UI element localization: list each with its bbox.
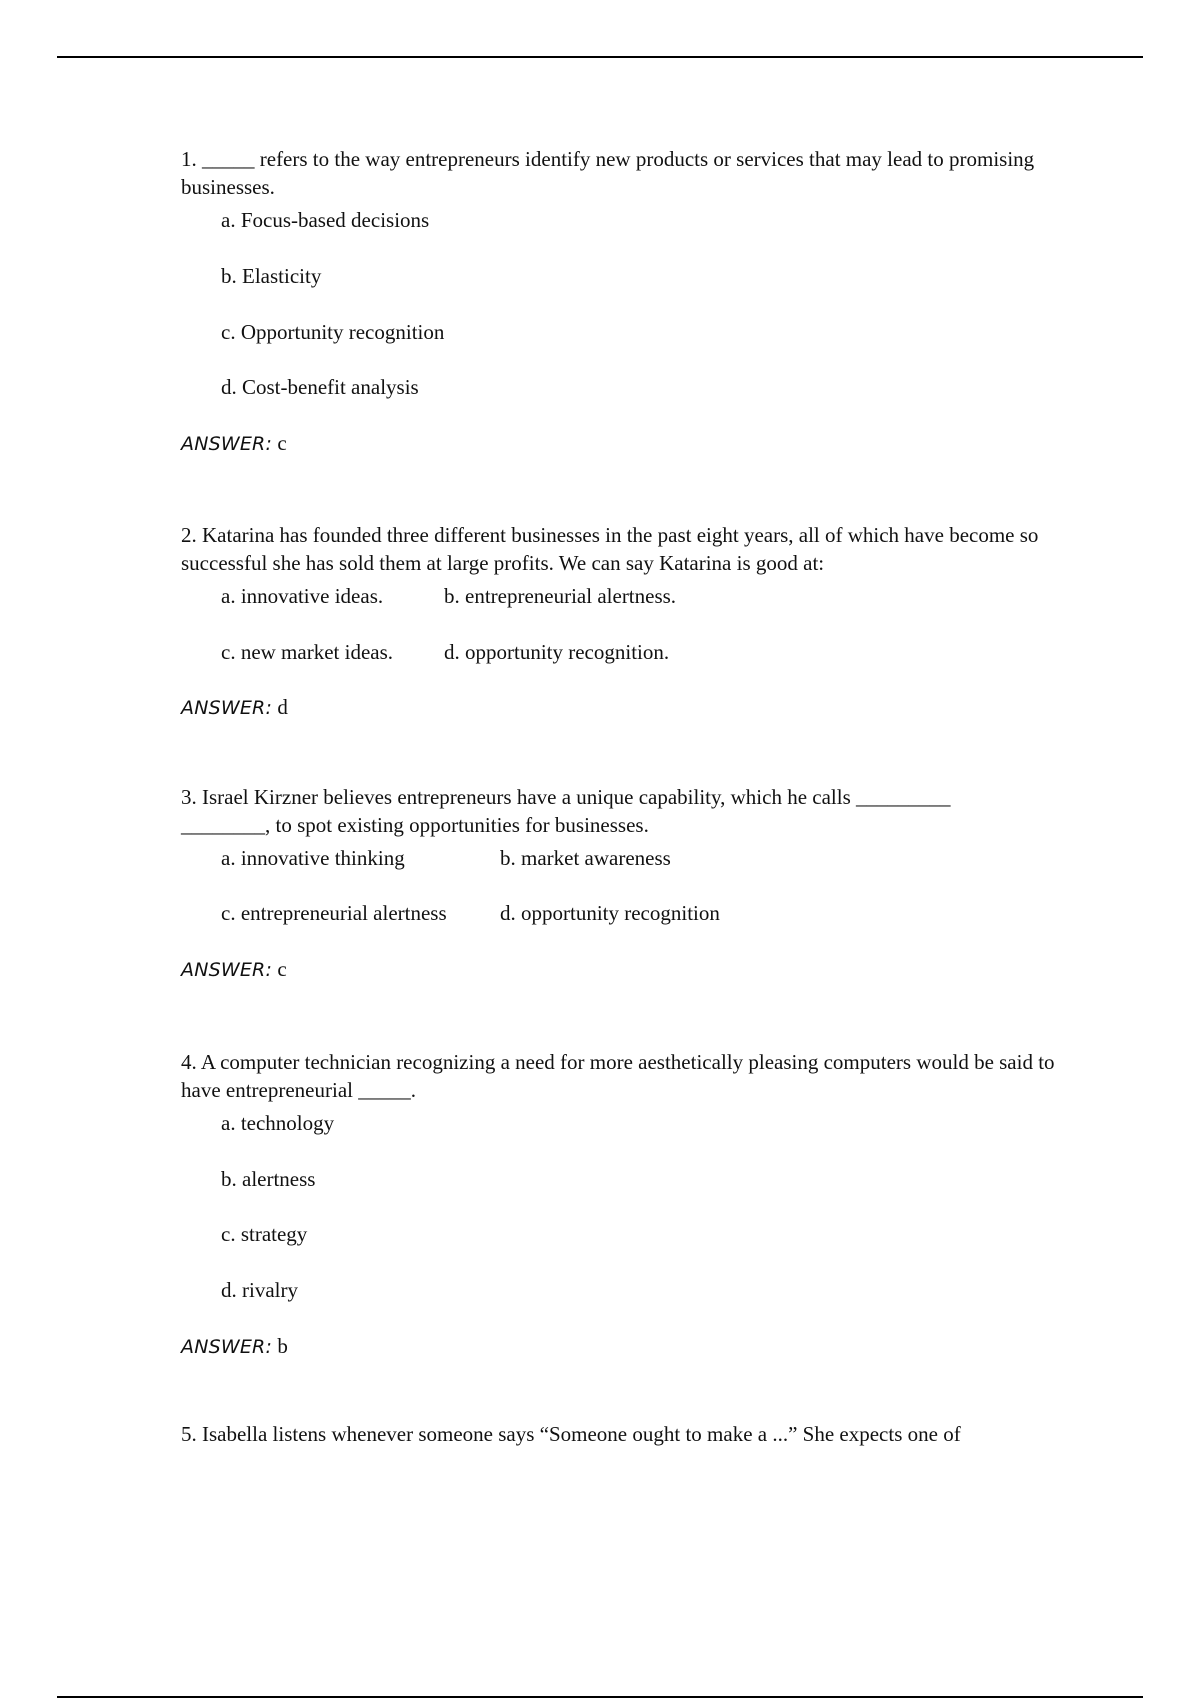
question-3 <box>181 783 1061 981</box>
question-4 <box>181 1048 1071 1358</box>
question-1-option-a: a. Focus-based decisions <box>221 208 430 232</box>
question-5 <box>181 1420 1061 1448</box>
question-1-answer <box>181 429 287 458</box>
question-2 <box>181 521 1061 719</box>
question-3-answer <box>181 955 287 984</box>
question-1 <box>181 145 1061 455</box>
question-2-option-a: a. innovative ideas. <box>221 584 384 608</box>
question-1-option-b: b. Elasticity <box>221 264 322 288</box>
question-3-option-a: a. innovative thinking <box>221 846 405 870</box>
answer-value: c <box>277 957 287 981</box>
question-2-stem: 2. Katarina has founded three different businesses in the past eight years, all of which have become so successful she has sold them at large profits. We can say Katarina is good at: <box>181 523 1039 575</box>
question-5-stem: 5. Isabella listens whenever someone says “Someone ought to make a ...” She expects one of <box>181 1422 961 1446</box>
question-2-option-b: b. entrepreneurial alertness. <box>444 584 677 608</box>
footer-rule <box>57 1696 1143 1698</box>
question-3-option-d: d. opportunity recognition <box>500 901 720 925</box>
question-1-option-d: d. Cost-benefit analysis <box>221 375 419 399</box>
question-4-option-d: d. rivalry <box>221 1278 298 1302</box>
question-4-option-c: c. strategy <box>221 1222 308 1246</box>
question-4-option-b: b. alertness <box>221 1167 316 1191</box>
answer-value: b <box>277 1334 288 1358</box>
answer-value: d <box>277 695 288 719</box>
answer-label: ANSWER: <box>181 1336 273 1358</box>
question-1-option-c: c. Opportunity recognition <box>221 320 445 344</box>
answer-label: ANSWER: <box>181 959 273 981</box>
question-3-option-b: b. market awareness <box>500 846 671 870</box>
question-4-stem: 4. A computer technician recognizing a need for more aesthetically pleasing computers would be said to have entrepreneurial _____. <box>181 1050 1055 1102</box>
answer-label: ANSWER: <box>181 433 273 455</box>
question-1-stem: 1. _____ refers to the way entrepreneurs identify new products or services that may lead to promising businesses. <box>181 147 1035 199</box>
question-2-answer <box>181 693 288 722</box>
question-3-stem-line-2: ________, to spot existing opportunities for businesses. <box>181 813 649 837</box>
header-rule <box>57 56 1143 58</box>
question-3-stem-line-1: 3. Israel Kirzner believes entrepreneurs have a unique capability, which he calls _________ <box>181 785 951 809</box>
answer-value: c <box>277 431 287 455</box>
question-4-answer <box>181 1332 288 1361</box>
question-4-option-a: a. technology <box>221 1111 335 1135</box>
question-2-option-d: d. opportunity recognition. <box>444 640 670 664</box>
question-2-option-c: c. new market ideas. <box>221 640 394 664</box>
answer-label: ANSWER: <box>181 697 273 719</box>
question-3-option-c: c. entrepreneurial alertness <box>221 901 447 925</box>
